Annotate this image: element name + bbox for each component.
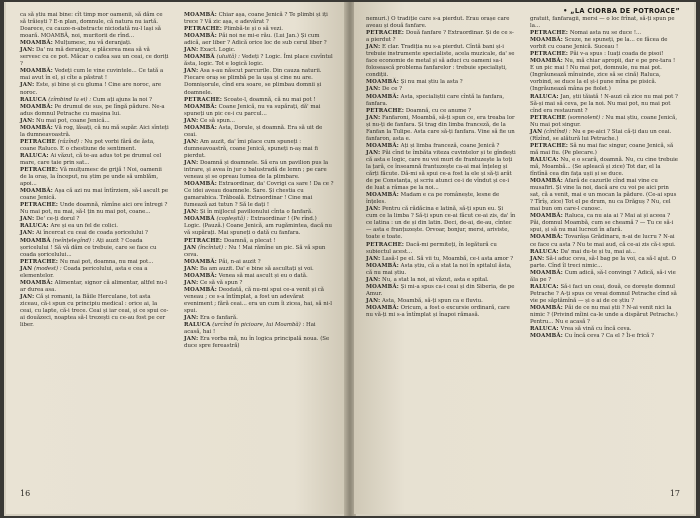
stage-direction: (cîntînd) : <box>543 128 571 135</box>
dialogue-line <box>184 238 334 245</box>
stage-direction: (somnolent) : <box>567 114 604 121</box>
speaker-name: MOAMBĂ: <box>184 12 217 18</box>
dialogue-line <box>530 249 680 256</box>
dialogue-text: Doamnă, cu ce anume ? <box>405 107 472 114</box>
dialogue-line <box>366 256 516 263</box>
dialogue-text: Asta, Moambă, să-ți spun ca e fluviu. <box>381 297 483 304</box>
dialogue-line <box>184 216 334 237</box>
dialogue-text: Era o fanfară. <box>199 315 238 322</box>
dialogue-text: nemuri.) O tradiție care s-a pierdut. Erau orașe care aveau și două fanfare. <box>366 16 510 30</box>
dialogue-text: Doamnă și doamnele. Să era un pavilion pus la intrare, și avea în jur o balustradă de lemn ; pe care veneau și se opreau lumea de la plimbare. <box>184 159 329 181</box>
dialogue-text: Afară de cazurile cînd mai vine cu musafiri. Și vine la noi, dacă are cu voi pe aici prin sat, că a venit, mai e un mocan la pădure. (Ce-ai spus ? Tîrîș, zice) Tot el pe drum, nu ca Drăguș ? Nu, cel mai bun om care-l cunosc. <box>530 178 677 213</box>
dialogue-text: Cum ați ajuns la noi ? <box>92 96 153 103</box>
dialogue-text: De ce ? <box>381 86 403 93</box>
dialogue-line <box>20 82 170 96</box>
dialogue-line <box>366 86 516 93</box>
speaker-name: JAN: <box>20 293 35 300</box>
dialogue-text: Nu, e o scară, doamnă. Nu, cu cine trebuie mă, Moambă... (Se apleacă și zice) Tot dar, el la fîntînă cea din fața ușii și se duce. <box>530 156 678 178</box>
dialogue-text: Fanfaroni, Moambă, să-ți spun ce, era treaba lor și nu-ți de fanfara. Și trag din limba franceză, de la Fanfan la Tulipe. Asta care să-ți fanfara. Vine să fie un fanfaron, asta e. <box>366 114 515 142</box>
dialogue-line <box>366 305 516 319</box>
dialogue-line <box>530 94 680 115</box>
speaker-name: PETRACHE: <box>530 142 569 149</box>
stage-direction: (neînțelegînd) : <box>52 237 95 244</box>
page-number-left: 16 <box>20 489 31 498</box>
speaker-name: RALUCA: <box>530 283 559 290</box>
speaker-name: PETRACHE: <box>366 107 405 114</box>
dialogue-text: Extraordinar, da' Covrigi ca sare ! Da ce ? Ce idei aveau doamnele. Sare. Și chestia cu gamarabica. Trăboală. Extraordinar ! Cine mai fumează azi tutun ? Să le dați ! <box>184 181 334 209</box>
dialogue-line <box>366 242 516 256</box>
speaker-name: MOAMBĂ: <box>184 33 217 40</box>
dialogue-text: Coane Jenică, nu va supărați, dă' mai spuneți un pic ce-i cu parcul... <box>184 103 321 117</box>
dialogue-line <box>530 333 680 340</box>
speaker-name: MOAMBĂ <box>184 54 215 61</box>
speaker-name: JAN: <box>366 86 381 93</box>
dialogue-text: Jan, știi tăiată ! N-auzi că zice nu mai pot ? Să-și mai să ceva, pe la noi. Nu mai pot, nu mai pot cînd era restaurant ? <box>530 93 678 114</box>
dialogue-line <box>184 125 334 139</box>
dialogue-line <box>20 104 170 118</box>
speaker-name: JAN: <box>184 336 199 343</box>
dialogue-text: Ba am auzit. Da' e bine să ascultați și voi. <box>199 265 314 272</box>
dialogue-text: Alimentar, signor că alimentar, altfel nu-l ar durea asa. <box>20 279 167 293</box>
dialogue-text: Asta, Dorule, și doamnă. Era să uit de ceai. <box>184 124 323 138</box>
speaker-name: MOAMBĂ: <box>366 304 399 311</box>
dialogue-text: Raluca, ca nu aia ai ? Mai ai și aceea ? Păi, domnul Moambă, cum se cheamă ? — Tu ce să-i spui, și să nu mai lucrezi în afară. <box>530 213 674 234</box>
dialogue-line <box>20 12 170 40</box>
speaker-name: JAN <box>184 244 197 251</box>
speaker-name: PETRACHE: <box>20 167 59 174</box>
speaker-name: RALUCA: <box>530 248 559 255</box>
dialogue-line <box>530 256 680 270</box>
speaker-name: RALUCA: <box>530 93 559 100</box>
speaker-name: RALUCA <box>20 96 47 103</box>
dialogue-line <box>366 143 516 150</box>
dialogue-line <box>20 230 170 237</box>
dialogue-line <box>366 30 516 44</box>
speaker-name: JAN: <box>366 255 381 262</box>
speaker-name: MOAMBĂ: <box>530 58 563 65</box>
speaker-name: JAN: <box>184 68 199 75</box>
dialogue-text: Are și ea un fel de colici. <box>50 223 118 230</box>
dialogue-line <box>530 129 680 143</box>
dialogue-line <box>184 322 334 336</box>
speaker-name: JAN: <box>184 265 199 272</box>
dialogue-text: Nu, mă chiar apropii, dar e pe pre-tara ! E un pic mai ! Nu mai pot, domnule, nu mai pot. (Ingrăunează mînuinde, zice să se cină) Raluca, vorbind, se duce la el și-i pune mîna pe pisică. (Ingrăunează mâna pe fiolet.) <box>530 58 676 93</box>
speaker-name: PETRACHE: <box>20 202 59 209</box>
dialogue-line <box>184 12 334 26</box>
speaker-name: MOAMBĂ: <box>184 286 217 293</box>
speaker-name: MOAMBĂ: <box>530 178 563 185</box>
speaker-name: PETRACHE <box>20 138 56 145</box>
speaker-name: MOAMBĂ: <box>184 181 217 188</box>
speaker-name: JAN: <box>366 149 381 156</box>
dialogue-text: Nomai asta nu se duce !... <box>569 30 642 37</box>
dialogue-text: Ați auzit ? Coada șoricelului ! Să vă dăm ce trebuie, care se face cu coada șoricelului... <box>20 237 157 258</box>
dialogue-line <box>530 16 680 30</box>
speaker-name: JAN: <box>366 114 381 121</box>
dialogue-line <box>366 206 516 241</box>
dialogue-text: Să-i aduc ceva, să-l bag pe la voi, ca să-l ajut. O parte. Cînd îl treci nimic... <box>530 255 676 269</box>
dialogue-line <box>20 266 170 280</box>
dialogue-text: ca să știu mai bine: cît timp mor oamenii, să dăm ce să trăiești ? E-n plan, domnule, că natura nu iartă. Doarece, cu cauze-n-abstracte niciodată nu-l lași să moară. MOAMBĂ, noi, muritorii de rînd... <box>20 12 163 40</box>
dialogue-line <box>366 94 516 108</box>
dialogue-line <box>530 157 680 178</box>
speaker-name: JAN: <box>20 82 35 89</box>
dialogue-line <box>184 259 334 266</box>
dialogue-text: Da' nu mă deranjez, e plăcerea mea să vă servesc cu ce pot. Măcar o cafea sau un ceai, ce doriți ? <box>20 47 169 68</box>
dialogue-text: Vrea să vină cu încă ceva. <box>560 326 632 333</box>
speaker-name: JAN: <box>366 44 381 51</box>
speaker-name: MOAMBĂ: <box>366 79 399 86</box>
dialogue-text: Nu ! Mai rămîne un pic. Să vă spun ceva. <box>184 244 326 258</box>
dialogue-line <box>20 259 170 266</box>
dialogue-line <box>20 188 170 202</box>
dialogue-text: Asa s-au născut parcurile. Din cauza naturii. Fiecare oraș se plimbă pe la ușa și cine nu are. Domnișorule, cînd era soare, se plimbau domnii și doamnele. <box>184 68 322 96</box>
dialogue-line <box>184 68 334 96</box>
left-page-column-1 <box>20 12 170 329</box>
dialogue-line <box>530 305 680 326</box>
dialogue-text: Deodată, că nu-mi spui ce-a venit și că veneau ; ce s-a întîmplat, a fost un adevărat eveniment ; fără ceai... era un cum îi zicea, hai, să ni-l spui. <box>184 286 333 314</box>
dialogue-text: Ați și limba franceză, coane Jenică ? <box>400 142 500 149</box>
speaker-name: MOAMBĂ: <box>366 142 399 149</box>
dialogue-text: Am auzit, da' îmi place cum spuneți : dumneavoastră, coane Jenică, spuneți n-aș mai fi pierdut. <box>184 138 318 159</box>
dialogue-text: Vedeți ? Logic. Îmi place cuvîntul ăsta, logic. Tot e logică logic. <box>184 54 333 68</box>
dialogue-line <box>530 115 680 129</box>
dialogue-line <box>20 97 170 104</box>
stage-direction: (râzînd) : <box>57 138 83 145</box>
dialogue-text: Venea să mai ascult și eu o dată. <box>218 272 308 279</box>
speaker-name: PETRACHE: <box>366 30 405 37</box>
stage-direction: (urcînd în picioare, lui Moambă) : <box>212 322 305 329</box>
dialogue-line <box>184 266 334 273</box>
dialogue-text: Hai acasă, hai ! <box>184 322 316 336</box>
left-page-column-2 <box>184 12 334 350</box>
dialogue-text: Tovarășa Grădinaru, n-ai de lucru ? N-ai ce face cu asta ? Nu te mai aud, că ce-ai zis că-i spui. <box>530 234 676 248</box>
dialogue-text: Cum adică, să-l convingi ? Adică, să-i vie ăla pe ? <box>530 269 676 283</box>
dialogue-line <box>184 181 334 209</box>
dialogue-line <box>184 336 334 350</box>
dialogue-line <box>20 153 170 167</box>
dialogue-text: Nu, a stat la noi, ai văzut, asta e spital. <box>381 276 489 283</box>
dialogue-text: Coada pericolului, asta e cea a elementelor. <box>20 265 148 279</box>
dialogue-text: Păi de ce nu mai știi ? N-ai venit nici la nimic ? (Privind mîini ca-le unde a dispărut Petrache.) Pentru... Nu e acasă ? <box>530 304 678 326</box>
dialogue-text: Nu pot vorbi fără de ăsta, coane Raluco. E o chestiune de sentiment. <box>20 138 155 152</box>
dialogue-text: Asta, specialiștii care cîntă la fanfara, fanfara. <box>366 93 505 107</box>
dialogue-text: Vă rog, lăsați, că nu mă supăr. Aici sînteți la dumneavoastră. <box>20 124 169 138</box>
dialogue-line <box>184 280 334 287</box>
speaker-name: PETRACHE: <box>530 51 569 58</box>
speaker-name: RALUCA <box>184 322 211 329</box>
dialogue-text: Și nu mai știu la asta ? <box>400 79 463 86</box>
speaker-name: MOAMBĂ: <box>20 103 53 110</box>
dialogue-text: Ai văzut, că te-au adus tot pe drumul cel mare, care taie prin sat... <box>20 152 162 166</box>
dialogue-text: E clar. Tradiția nu s-a pierdut. Cîntă bani și-i trebuie instrumente specialiste, acela muzicale, da' se face economie de metal și să aduci cu oameni sa-i folosească problema fanfarelor : trebuie specialiști, condiții. <box>366 44 515 79</box>
dialogue-line <box>530 213 680 234</box>
speaker-name: MOAMBĂ: <box>20 188 53 195</box>
speaker-name: MOAMBĂ: <box>530 269 563 276</box>
dialogue-line <box>184 118 334 125</box>
speaker-name: JAN <box>530 128 543 135</box>
dialogue-text: Două fanfare ? Extraordinar. Și de ce s-a pierdut ? <box>366 30 514 44</box>
dialogue-text: Pentru că rădăcina e latină, să-ți spun eu. Și cum ce la limba ? Să-ți spun ce-ai făcut ce-ai zis, da' în ce latina : un de și din latin. Deci, de-ai, de-au, cîntec — asta e franțuzește. Orvoar, bonjur, mersi, ariviste, toate e toate. <box>366 206 516 241</box>
speaker-name: MOAMBĂ <box>184 216 215 223</box>
dialogue-line <box>366 150 516 192</box>
dialogue-line <box>20 139 170 153</box>
dialogue-text: Unde doamnă, rămîne aici ore întregi ? Nu mai pot, nu mai, să-l țin nu mai pot, coane... <box>20 202 168 216</box>
speaker-name: RALUCA: <box>530 326 559 333</box>
speaker-name: MOAMBĂ <box>20 237 51 244</box>
speaker-name: MOAMBĂ: <box>530 304 563 311</box>
speaker-name: MOAMBĂ: <box>366 262 399 269</box>
dialogue-line <box>530 58 680 93</box>
dialogue-text: Păi, n-ai auzit ? <box>218 258 261 265</box>
dialogue-text: Că și romanii, la Băile Herculane, tot asta ziceau, că-i spun cu principiu medical : orice ai, la ceai, cu lapte, că-i trece. Ceai și iar ceai, și ce spui ce-ai douăzeci, noaptea să-l trezești cu ce-au fost pe cer liber. <box>20 293 169 329</box>
dialogue-text: Nu mai știu, coane Jenică, Nu mai pot singur. <box>530 114 678 128</box>
right-page-column-1 <box>366 16 516 319</box>
dialogue-text: Și mi-a spus ca-i ceai și din Siberia, de pe Amur. <box>366 283 515 297</box>
dialogue-text: Era vorba mă, nu în logica principală noua. (Se duce spre fereastră) <box>184 336 330 350</box>
dialogue-line <box>530 270 680 284</box>
speaker-name: MOAMBĂ: <box>366 283 399 290</box>
dialogue-text: Nu e pe-aici ? Stai că-ți dau un ceai. (Rîzînd, se alătură lui Petrache.) <box>530 128 672 142</box>
dialogue-line <box>366 192 516 206</box>
speaker-name: MOAMBĂ: <box>530 213 563 220</box>
speaker-name: PETRACHE: <box>366 241 405 248</box>
dialogue-text: Așa că azi nu mai întîrziem, să-l ascult pe coane Jenică. <box>20 188 169 202</box>
speaker-name: JAN: <box>20 47 35 54</box>
dialogue-text: Dacă-mi permiteți, în legătură cu subiectul acest... <box>366 241 497 255</box>
speaker-name: MOAMBĂ: <box>20 40 53 47</box>
dialogue-line <box>366 284 516 298</box>
open-book <box>4 2 696 516</box>
page-number-right: 17 <box>669 489 680 498</box>
dialogue-line <box>184 287 334 315</box>
dialogue-line <box>184 245 334 259</box>
dialogue-text: Ce să vă spun ? <box>199 279 243 286</box>
dialogue-text: Mulțumesc, nu vă deranjați. <box>54 40 132 47</box>
speaker-name: RALUCA: <box>20 223 49 230</box>
dialogue-text: Ce să spun... <box>199 117 236 124</box>
dialogue-text: Pe drumul de sus, pe lîngă pădure. Ne-a adus domnul Petrache cu mașina lui. <box>20 103 165 117</box>
speaker-name: PETRACHE <box>530 114 566 121</box>
speaker-name: JAN: <box>366 297 381 304</box>
dialogue-line <box>20 47 170 68</box>
speaker-name: JAN: <box>184 315 199 322</box>
left-page <box>6 2 346 514</box>
dialogue-line <box>366 298 516 305</box>
dialogue-line <box>20 294 170 329</box>
speaker-name: MOAMBĂ: <box>366 93 399 100</box>
dialogue-text: Să-i faci un ceai, două, ce dorește domnul Petrache ? A-ți spus ce vreai domnul Petrache cînd să vie pe săptămînă — și o ai de ce știu ? <box>530 283 677 304</box>
speaker-name: JAN: <box>366 206 381 213</box>
dialogue-text: Păi cînd te îmbăta viteza cuvintelor și te gîndești că asta e logic, care nu voi muri de frantuzește la toți la țară, ce înseamnă frantuzește ca-ai mai înțeleg și cărți făcute. Dă-mi să spui ce-a fost la ele și să-ți arăt de pe Constanța, și scriu atunci ce-i de vîndut și ce-i de luat a rămas pe la noi... <box>366 149 516 192</box>
speaker-name: JAN <box>20 265 33 272</box>
dialogue-line <box>184 97 334 104</box>
dialogue-text: Ai încercat cu ceai de coada șoricelului ? <box>35 230 148 237</box>
stage-direction: (modest) : <box>33 265 62 272</box>
speaker-name: PETRACHE: <box>184 237 223 244</box>
speaker-name: PETRACHE: <box>20 258 59 265</box>
dialogue-text: Plimbă-te și o să vezi. <box>223 26 283 33</box>
dialogue-text: Asta știu, că a stat la noi în spitalul ăsta, că nu mai știu. <box>366 262 512 276</box>
dialogue-line <box>366 79 516 86</box>
dialogue-text: Exact. Logic. <box>199 47 236 54</box>
speaker-name: RALUCA: <box>20 152 49 159</box>
speaker-name: JAN: <box>184 138 199 145</box>
dialogue-line <box>184 273 334 280</box>
speaker-name: MOAMBĂ: <box>184 103 217 110</box>
speaker-name: MOAMBĂ: <box>530 37 563 44</box>
speaker-name: MOAMBĂ: <box>530 333 563 340</box>
speaker-name: JAN: <box>184 209 199 216</box>
speaker-name: JAN: <box>20 230 35 237</box>
dialogue-line <box>530 37 680 51</box>
dialogue-text: Nu mai pot, doamna, nu mai pot... <box>59 258 154 265</box>
dialogue-line <box>366 16 516 30</box>
right-page <box>354 2 694 514</box>
speaker-name: MOAMBĂ: <box>184 258 217 265</box>
dialogue-text: De' ce-ți dorul ? <box>35 216 80 223</box>
speaker-name: MOAMBĂ: <box>20 68 53 75</box>
speaker-name: PETRACHE: <box>530 30 569 37</box>
dialogue-text: Scoate-l, doamnă, că nu mai pot ! <box>223 96 316 103</box>
dialogue-line <box>530 234 680 248</box>
right-page-column-2 <box>530 16 680 340</box>
speaker-name: MOAMBĂ: <box>184 124 217 131</box>
dialogue-text: Oricum, a fost o excursie ordinară, care nu vă-ți mi s-a întîmplat și înapoi rămasă. <box>366 304 510 318</box>
speaker-name: MOAMBĂ: <box>184 272 217 279</box>
dialogue-line <box>20 216 170 223</box>
speaker-name: JAN: <box>184 159 199 166</box>
dialogue-text: gratuit, fanfaragii, mersi — o loc frînat, să-ți spun pe la... <box>530 16 675 30</box>
dialogue-line <box>184 104 334 118</box>
speaker-name: MOAMBĂ: <box>20 124 53 131</box>
dialogue-text: Vedeți cum le vine cuvintele... Ce tată a mai avut în el, și cîte a păstrat ! <box>20 68 164 82</box>
dialogue-line <box>366 277 516 284</box>
dialogue-text: Cu încă ceva ? Ca el ? Îi-e frică ? <box>564 333 654 340</box>
dialogue-line <box>20 167 170 188</box>
dialogue-line <box>184 54 334 68</box>
stage-direction: (uluită) : <box>216 54 240 61</box>
speaker-name: RALUCA: <box>530 156 559 163</box>
dialogue-line <box>20 68 170 82</box>
dialogue-text: Chiar așa, coane Jenică ? Te plimbi și iți trece ? Vă zic așa, e adevărat ? <box>184 12 328 26</box>
dialogue-line <box>20 125 170 139</box>
speaker-name: JAN: <box>184 117 199 124</box>
dialogue-text: Vă mulțumesc de grijă ! Noi, oamenii de la oraș, la început, nu știm pe unde să umblăm, apoi... <box>20 167 162 188</box>
running-header: • „LA CIORBA DE POTROACE” <box>563 7 680 15</box>
dialogue-text: Da' mai du-te și tu, mai ai... <box>560 248 636 255</box>
speaker-name: JAN: <box>20 117 35 124</box>
dialogue-line <box>184 315 334 322</box>
dialogue-text: Să nu mai fac singur, coane Jenică, să mă mai fiu. (Pe plecare.) <box>530 142 674 156</box>
dialogue-line <box>530 178 680 213</box>
dialogue-line <box>530 284 680 305</box>
dialogue-line <box>530 143 680 157</box>
speaker-name: JAN: <box>184 47 199 54</box>
dialogue-text: Doamnă, a plecat ! <box>223 237 276 244</box>
speaker-name: JAN: <box>20 216 35 223</box>
dialogue-line <box>20 280 170 294</box>
dialogue-line <box>184 160 334 181</box>
dialogue-text: Nu mai pot, coane Jenică... <box>35 117 110 124</box>
dialogue-text: Este, și bine și cu gluma ! Cine are noroc, are noroc. <box>20 82 162 96</box>
dialogue-line <box>20 202 170 216</box>
dialogue-line <box>366 108 516 115</box>
speaker-name: JAN: <box>530 255 545 262</box>
dialogue-text: Și în mijlocul pavilionului cînta o fanfară. <box>199 209 313 216</box>
dialogue-line <box>20 238 170 259</box>
stage-direction: (zîmbind la ei) : <box>48 96 92 103</box>
speaker-name: MOAMBĂ: <box>530 234 563 241</box>
dialogue-text: Scuze, ne spuneți, pe la... ce făcea de vorbit cu coane Jenică. Suceau ! <box>530 37 668 51</box>
stage-direction: (copleșită) : <box>216 216 249 223</box>
dialogue-line <box>366 115 516 143</box>
speaker-name: JAN: <box>366 276 381 283</box>
dialogue-line <box>366 44 516 79</box>
dialogue-line <box>20 118 170 125</box>
speaker-name: MOAMBĂ: <box>20 279 53 286</box>
stage-direction: (încîntat) : <box>197 244 227 251</box>
dialogue-text: Păi noi ne mi-e rău. (Lui Jan.) Și cum adică, aer liber ? Adică orice loc de sub cerul liber ? <box>184 33 327 47</box>
dialogue-line <box>366 263 516 277</box>
speaker-name: JAN: <box>184 279 199 286</box>
dialogue-text: Lasă-l pe el. Să vii tu, Moambă, ce-i asta amor ? <box>381 255 514 262</box>
speaker-name: PETRACHE: <box>184 26 223 33</box>
dialogue-line <box>184 33 334 47</box>
dialogue-text: Madam e ca pe românește, lesne de înțeles. <box>366 192 500 206</box>
dialogue-text: Păi v-a spus : Iuați coada de pisoi! <box>569 51 664 58</box>
dialogue-text: Extraordinar ! (Pe rînd.) Logic. (Pauză.) Coane Jenică, am rugămintea, dacă nu vă supărați. Mai spuneți o dată cu fanfara. <box>184 216 332 237</box>
speaker-name: PETRACHE: <box>184 96 223 103</box>
dialogue-line <box>184 139 334 160</box>
speaker-name: MOAMBĂ: <box>366 192 399 199</box>
